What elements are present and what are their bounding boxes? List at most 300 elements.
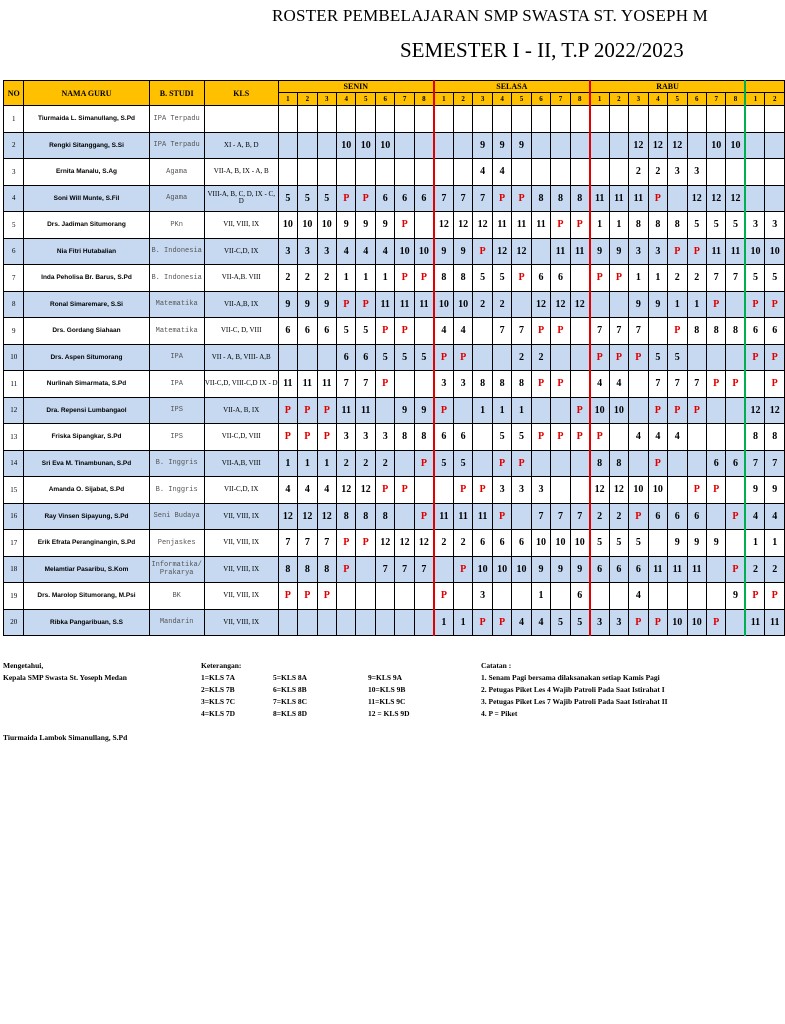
schedule-cell: 11	[317, 371, 336, 398]
schedule-cell: 2	[375, 450, 394, 477]
schedule-cell: 12	[745, 397, 764, 424]
table-row	[4, 238, 785, 265]
schedule-cell: 2	[648, 159, 667, 186]
schedule-cell: 1	[745, 530, 764, 557]
schedule-cell: 9	[492, 132, 511, 159]
schedule-cell: 6	[609, 556, 628, 583]
schedule-cell: P	[414, 503, 434, 530]
schedule-cell: P	[375, 318, 394, 345]
schedule-cell	[707, 556, 726, 583]
schedule-cell: 8	[668, 212, 687, 239]
schedule-cell	[726, 159, 746, 186]
schedule-cell: P	[337, 556, 356, 583]
class-list	[204, 106, 278, 133]
schedule-cell	[570, 106, 589, 133]
note-item: 1. Senam Pagi bersama dilaksanakan setiap Kamis Pagi	[481, 673, 660, 682]
subject-name: Agama	[149, 185, 204, 212]
schedule-cell: 2	[531, 344, 550, 371]
schedule-cell	[375, 583, 394, 610]
table-row	[4, 371, 785, 398]
table-row	[4, 318, 785, 345]
schedule-cell: 9	[570, 556, 589, 583]
schedule-cell: P	[395, 265, 414, 292]
schedule-cell	[726, 106, 746, 133]
schedule-cell: 9	[707, 530, 726, 557]
schedule-cell	[395, 159, 414, 186]
schedule-cell: P	[337, 530, 356, 557]
schedule-cell: 11	[492, 212, 511, 239]
schedule-cell: 11	[414, 291, 434, 318]
schedule-cell: 7	[337, 371, 356, 398]
schedule-cell: 11	[434, 503, 453, 530]
schedule-cell: 1	[492, 397, 511, 424]
schedule-cell	[609, 424, 628, 451]
schedule-cell: 5	[492, 265, 511, 292]
notes-block	[481, 660, 668, 720]
schedule-cell: 3	[629, 238, 648, 265]
schedule-cell: 4	[356, 238, 375, 265]
schedule-cell	[473, 318, 492, 345]
roster-body	[4, 106, 785, 636]
schedule-cell	[356, 609, 375, 636]
schedule-cell: 6	[629, 556, 648, 583]
schedule-cell: 12	[726, 185, 746, 212]
schedule-cell: 5	[317, 185, 336, 212]
schedule-cell: 3	[356, 424, 375, 451]
schedule-cell	[453, 106, 472, 133]
subject-name: B. Indonesia	[149, 265, 204, 292]
schedule-cell: 10	[278, 212, 297, 239]
schedule-cell: P	[298, 424, 317, 451]
schedule-cell	[551, 477, 570, 504]
schedule-cell: 8	[745, 424, 764, 451]
schedule-cell: P	[473, 477, 492, 504]
schedule-cell	[434, 556, 453, 583]
schedule-cell: 1	[629, 265, 648, 292]
page-subtitle: SEMESTER I - II, T.P 2022/2023	[400, 38, 684, 62]
schedule-cell	[570, 477, 589, 504]
schedule-cell	[687, 583, 706, 610]
schedule-cell	[414, 371, 434, 398]
schedule-cell	[395, 450, 414, 477]
subject-name: BK	[149, 583, 204, 610]
schedule-cell: 7	[298, 530, 317, 557]
schedule-cell: P	[356, 530, 375, 557]
schedule-cell: 6	[707, 450, 726, 477]
schedule-cell: P	[745, 344, 764, 371]
schedule-cell: P	[395, 212, 414, 239]
schedule-cell	[570, 450, 589, 477]
schedule-cell: P	[492, 185, 511, 212]
schedule-cell: 5	[668, 344, 687, 371]
schedule-cell: 9	[453, 238, 472, 265]
schedule-cell: P	[590, 424, 609, 451]
teacher-name: Erik Efrata Peranginangin, S.Pd	[24, 530, 149, 557]
schedule-cell: P	[707, 477, 726, 504]
legend-item: 8=KLS 8D	[273, 709, 308, 718]
schedule-cell: 6	[395, 185, 414, 212]
schedule-cell	[745, 106, 764, 133]
schedule-cell: 9	[395, 397, 414, 424]
schedule-cell: P	[298, 583, 317, 610]
teacher-name: Soni Will Munte, S.Fil	[24, 185, 149, 212]
schedule-cell: 11	[356, 397, 375, 424]
schedule-cell: 12	[395, 530, 414, 557]
schedule-cell: 12	[414, 530, 434, 557]
schedule-cell: 1	[453, 609, 472, 636]
schedule-cell	[551, 159, 570, 186]
schedule-cell: P	[668, 238, 687, 265]
period-header: 3	[317, 93, 336, 106]
schedule-cell: 3	[590, 609, 609, 636]
schedule-cell: 7	[570, 503, 589, 530]
schedule-cell	[395, 609, 414, 636]
schedule-cell	[745, 159, 764, 186]
schedule-cell: P	[590, 265, 609, 292]
schedule-cell: P	[317, 583, 336, 610]
schedule-cell: P	[453, 556, 472, 583]
roster-table-wrap	[3, 80, 780, 636]
class-list: VII, VIII, IX	[204, 583, 278, 610]
schedule-cell: 6	[570, 583, 589, 610]
period-header: 6	[531, 93, 550, 106]
schedule-cell: 8	[473, 371, 492, 398]
class-list: VII-C,D, VIII	[204, 424, 278, 451]
schedule-cell: 2	[609, 503, 628, 530]
class-list: VII, VIII, IX	[204, 609, 278, 636]
schedule-cell	[278, 132, 297, 159]
class-list: VII-C,D, IX	[204, 477, 278, 504]
legend-item: 11=KLS 9C	[368, 697, 406, 706]
schedule-cell	[590, 132, 609, 159]
schedule-cell: 3	[512, 477, 531, 504]
schedule-cell: 12	[317, 503, 336, 530]
schedule-cell: 12	[473, 212, 492, 239]
legend-item: 7=KLS 8C	[273, 697, 308, 706]
schedule-cell	[512, 106, 531, 133]
schedule-cell	[707, 344, 726, 371]
schedule-cell: 6	[492, 530, 511, 557]
schedule-cell: 7	[745, 450, 764, 477]
legend-item: 1=KLS 7A	[201, 673, 236, 682]
schedule-cell: P	[687, 477, 706, 504]
schedule-cell	[745, 132, 764, 159]
schedule-cell	[434, 132, 453, 159]
schedule-cell: P	[473, 609, 492, 636]
schedule-cell: 3	[609, 609, 628, 636]
teacher-name: Drs. Marolop Situmorang, M.Psi	[24, 583, 149, 610]
schedule-cell: P	[707, 291, 726, 318]
schedule-cell: 12	[668, 132, 687, 159]
schedule-cell: 11	[453, 503, 472, 530]
teacher-name: Dra. Repensi Lumbangaol	[24, 397, 149, 424]
schedule-cell	[492, 583, 511, 610]
schedule-cell	[512, 503, 531, 530]
schedule-cell	[648, 583, 667, 610]
schedule-cell: 12	[298, 503, 317, 530]
class-list: VII, VIII, IX	[204, 530, 278, 557]
schedule-cell: 9	[609, 238, 628, 265]
roster-table	[3, 80, 785, 636]
schedule-cell: 5	[590, 530, 609, 557]
schedule-cell	[551, 344, 570, 371]
period-header: 1	[434, 93, 453, 106]
schedule-cell	[765, 159, 785, 186]
schedule-cell: 4	[473, 159, 492, 186]
day-header-selasa: SELASA	[434, 81, 590, 93]
schedule-cell	[765, 132, 785, 159]
schedule-cell: 9	[648, 291, 667, 318]
schedule-cell: 3	[473, 583, 492, 610]
schedule-cell	[414, 106, 434, 133]
schedule-cell: P	[765, 291, 785, 318]
table-row	[4, 477, 785, 504]
class-list: VII, VIII, IX	[204, 556, 278, 583]
schedule-cell	[687, 132, 706, 159]
schedule-cell: 8	[551, 185, 570, 212]
row-number: 3	[4, 159, 24, 186]
schedule-cell	[551, 397, 570, 424]
schedule-cell	[590, 159, 609, 186]
schedule-cell	[668, 450, 687, 477]
period-header: 8	[570, 93, 589, 106]
class-list: VII-A,B, IX	[204, 291, 278, 318]
sign-label: Mengetahui,	[3, 661, 44, 670]
schedule-cell	[726, 477, 746, 504]
schedule-cell: 2	[473, 291, 492, 318]
schedule-cell: P	[395, 477, 414, 504]
class-list: VII-A, B, IX - A, B	[204, 159, 278, 186]
schedule-cell: P	[726, 371, 746, 398]
table-row	[4, 583, 785, 610]
schedule-cell: 3	[298, 238, 317, 265]
schedule-cell: 10	[414, 238, 434, 265]
schedule-cell: 12	[531, 291, 550, 318]
period-header: 2	[298, 93, 317, 106]
schedule-cell: P	[278, 397, 297, 424]
schedule-cell: 4	[375, 238, 394, 265]
schedule-cell: P	[648, 609, 667, 636]
schedule-cell: 4	[668, 424, 687, 451]
schedule-cell	[609, 159, 628, 186]
schedule-cell	[492, 106, 511, 133]
schedule-cell: P	[551, 371, 570, 398]
period-header: 7	[551, 93, 570, 106]
schedule-cell	[629, 371, 648, 398]
schedule-cell: 5	[609, 530, 628, 557]
period-header: 2	[609, 93, 628, 106]
schedule-cell: 8	[434, 265, 453, 292]
schedule-cell	[590, 106, 609, 133]
schedule-cell	[453, 132, 472, 159]
schedule-cell: 7	[668, 371, 687, 398]
schedule-cell: 4	[434, 318, 453, 345]
schedule-cell: 6	[590, 556, 609, 583]
schedule-cell: 9	[298, 291, 317, 318]
schedule-cell	[687, 424, 706, 451]
schedule-cell: P	[765, 583, 785, 610]
schedule-cell: P	[687, 238, 706, 265]
schedule-cell	[629, 397, 648, 424]
signature-block	[3, 660, 127, 744]
schedule-cell	[570, 132, 589, 159]
schedule-cell	[668, 185, 687, 212]
schedule-cell	[745, 185, 764, 212]
schedule-cell: 12	[453, 212, 472, 239]
schedule-cell: P	[278, 424, 297, 451]
schedule-cell: 4	[609, 371, 628, 398]
day-header-senin: SENIN	[278, 81, 434, 93]
schedule-cell: 1	[473, 397, 492, 424]
schedule-cell	[473, 344, 492, 371]
schedule-cell: 5	[453, 450, 472, 477]
schedule-cell: 5	[356, 318, 375, 345]
schedule-cell: P	[356, 291, 375, 318]
schedule-cell	[551, 450, 570, 477]
schedule-cell: 4	[648, 424, 667, 451]
schedule-cell: 11	[590, 185, 609, 212]
schedule-cell: 8	[765, 424, 785, 451]
schedule-cell: 11	[298, 371, 317, 398]
schedule-cell: P	[629, 609, 648, 636]
schedule-cell: P	[648, 185, 667, 212]
table-row	[4, 132, 785, 159]
class-list: VII, VIII, IX	[204, 212, 278, 239]
teacher-name: Melamtiar Pasaribu, S.Kom	[24, 556, 149, 583]
schedule-cell	[726, 530, 746, 557]
schedule-cell: 3	[648, 238, 667, 265]
schedule-cell: 8	[414, 424, 434, 451]
schedule-cell: 8	[395, 424, 414, 451]
row-number: 7	[4, 265, 24, 292]
schedule-cell: 11	[570, 238, 589, 265]
schedule-cell	[434, 477, 453, 504]
schedule-cell	[648, 530, 667, 557]
subject-name: Matematika	[149, 291, 204, 318]
schedule-cell	[337, 609, 356, 636]
schedule-cell: P	[512, 265, 531, 292]
schedule-cell: 11	[512, 212, 531, 239]
schedule-cell: 7	[707, 265, 726, 292]
schedule-cell: 6	[745, 318, 764, 345]
schedule-cell	[453, 583, 472, 610]
teacher-name: Inda Peholisa Br. Barus, S.Pd	[24, 265, 149, 292]
schedule-cell: 5	[337, 318, 356, 345]
schedule-cell: 9	[356, 212, 375, 239]
schedule-cell: 3	[453, 371, 472, 398]
schedule-cell	[298, 344, 317, 371]
teacher-name: Nurlinah Simarmata, S.Pd	[24, 371, 149, 398]
schedule-cell	[473, 450, 492, 477]
schedule-cell: P	[434, 397, 453, 424]
schedule-cell: 7	[648, 371, 667, 398]
schedule-cell: P	[473, 238, 492, 265]
schedule-cell: 7	[492, 318, 511, 345]
schedule-cell	[375, 159, 394, 186]
row-number: 6	[4, 238, 24, 265]
schedule-cell: 9	[629, 291, 648, 318]
schedule-cell	[629, 450, 648, 477]
schedule-cell: 7	[356, 371, 375, 398]
schedule-cell: 6	[726, 450, 746, 477]
subject-name: IPA	[149, 371, 204, 398]
subject-name: Penjaskes	[149, 530, 204, 557]
schedule-cell: 11	[278, 371, 297, 398]
row-number: 13	[4, 424, 24, 451]
schedule-cell: 2	[629, 159, 648, 186]
schedule-cell: 8	[356, 503, 375, 530]
schedule-cell	[707, 503, 726, 530]
schedule-cell: 12	[512, 238, 531, 265]
schedule-cell	[298, 159, 317, 186]
schedule-cell	[356, 556, 375, 583]
schedule-cell: 2	[687, 265, 706, 292]
schedule-cell	[668, 106, 687, 133]
schedule-cell	[668, 477, 687, 504]
schedule-cell: 9	[687, 530, 706, 557]
schedule-cell: 8	[375, 503, 394, 530]
day-header-rabu: RABU	[590, 81, 746, 93]
schedule-cell: 12	[434, 212, 453, 239]
schedule-cell: 8	[726, 318, 746, 345]
row-number: 20	[4, 609, 24, 636]
schedule-cell: 6	[687, 503, 706, 530]
schedule-cell: P	[745, 583, 764, 610]
schedule-cell: 1	[687, 291, 706, 318]
schedule-cell: P	[317, 397, 336, 424]
schedule-cell: 11	[375, 291, 394, 318]
schedule-cell: 5	[492, 424, 511, 451]
row-number: 9	[4, 318, 24, 345]
schedule-cell: 11	[337, 397, 356, 424]
class-list: VII, VIII, IX	[204, 503, 278, 530]
schedule-cell: 2	[356, 450, 375, 477]
schedule-cell	[687, 344, 706, 371]
schedule-cell: 11	[745, 609, 764, 636]
note-item: 3. Petugas Piket Les 7 Wajib Patroli Pada Saat Istirahat II	[481, 697, 668, 706]
schedule-cell	[512, 583, 531, 610]
teacher-name: Ribka Pangaribuan, S.S	[24, 609, 149, 636]
period-header: 6	[687, 93, 706, 106]
table-row	[4, 265, 785, 292]
schedule-cell	[707, 106, 726, 133]
period-header: 6	[375, 93, 394, 106]
schedule-cell: 1	[317, 450, 336, 477]
schedule-cell	[453, 397, 472, 424]
row-number: 11	[4, 371, 24, 398]
schedule-cell	[395, 503, 414, 530]
schedule-cell	[590, 291, 609, 318]
schedule-cell: 5	[375, 344, 394, 371]
legend-item: 3=KLS 7C	[201, 697, 236, 706]
row-number: 4	[4, 185, 24, 212]
schedule-cell: P	[570, 424, 589, 451]
schedule-cell: 8	[531, 185, 550, 212]
schedule-cell: 7	[590, 318, 609, 345]
schedule-cell: 7	[395, 556, 414, 583]
schedule-cell	[317, 344, 336, 371]
subject-name: IPA Terpadu	[149, 106, 204, 133]
schedule-cell: P	[356, 185, 375, 212]
schedule-cell: 5	[414, 344, 434, 371]
schedule-cell	[570, 159, 589, 186]
schedule-cell	[726, 424, 746, 451]
schedule-cell: 2	[453, 530, 472, 557]
schedule-cell: 1	[531, 583, 550, 610]
schedule-cell	[317, 609, 336, 636]
schedule-cell: 8	[453, 265, 472, 292]
schedule-cell: P	[668, 318, 687, 345]
